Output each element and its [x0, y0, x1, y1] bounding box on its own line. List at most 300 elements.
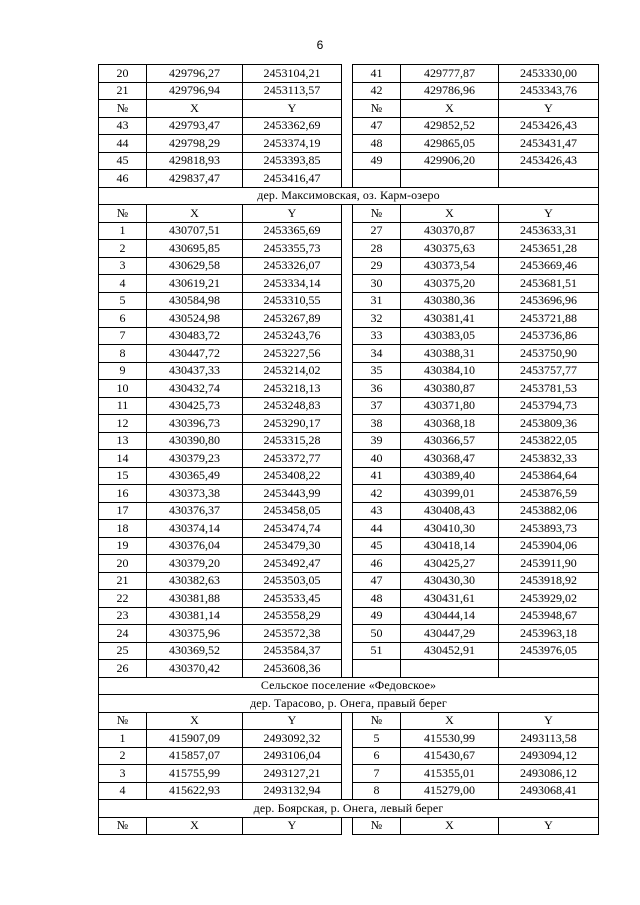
x-coordinate-right: 415279,00 [401, 782, 499, 800]
point-number-right: 28 [353, 240, 401, 258]
point-number-right: 29 [353, 257, 401, 275]
y-coordinate-right: 2453882,06 [499, 502, 599, 520]
x-coordinate-left: 430524,98 [147, 310, 243, 328]
x-coordinate-left: 430619,21 [147, 275, 243, 293]
x-coordinate-left: 430381,14 [147, 607, 243, 625]
y-coordinate-right: 2453426,43 [499, 117, 599, 135]
x-coordinate-left: 430695,85 [147, 240, 243, 258]
point-number-right: 7 [353, 765, 401, 783]
point-number-left: 16 [99, 485, 147, 503]
y-coordinate-right: 2453633,31 [499, 222, 599, 240]
y-coordinate-right: 2453781,53 [499, 380, 599, 398]
y-coordinate-right: 2453929,02 [499, 590, 599, 608]
x-coordinate-left: 430382,63 [147, 572, 243, 590]
point-number-left: 1 [99, 730, 147, 748]
y-coordinate-left: 2453227,56 [243, 345, 342, 363]
table-row [99, 362, 599, 380]
column-separator [342, 712, 353, 730]
page-number: 6 [316, 38, 324, 52]
y-coordinate-left: 2453458,05 [243, 502, 342, 520]
x-coordinate-left: 430425,73 [147, 397, 243, 415]
point-number-left: 44 [99, 135, 147, 153]
table-row [99, 327, 599, 345]
y-coordinate-right: 2493068,41 [499, 782, 599, 800]
point-number-left: 6 [99, 310, 147, 328]
point-number-left: 43 [99, 117, 147, 135]
point-number-left: 1 [99, 222, 147, 240]
y-coordinate-left: 2493127,21 [243, 765, 342, 783]
column-separator [342, 415, 353, 433]
table-row [99, 310, 599, 328]
x-coordinate-left: 430447,72 [147, 345, 243, 363]
table-row [99, 765, 599, 783]
y-coordinate-right: 2453750,90 [499, 345, 599, 363]
point-number-right: 38 [353, 415, 401, 433]
y-coordinate-right: 2493086,12 [499, 765, 599, 783]
section-title: дер. Максимовская, оз. Карм-озеро [99, 187, 599, 205]
x-coordinate-right: 430375,20 [401, 275, 499, 293]
point-number-right: 41 [353, 65, 401, 83]
point-number-left: 18 [99, 520, 147, 538]
x-coordinate-right: 430389,40 [401, 467, 499, 485]
point-number-left: 2 [99, 747, 147, 765]
y-coordinate-right: 2453696,96 [499, 292, 599, 310]
table-row [99, 117, 599, 135]
x-coordinate-left: 430379,20 [147, 555, 243, 573]
x-coordinate-left: 430375,96 [147, 625, 243, 643]
header-num-right: № [353, 100, 401, 118]
point-number-right: 48 [353, 135, 401, 153]
y-coordinate-left: 2453374,19 [243, 135, 342, 153]
y-coordinate-left: 2453474,74 [243, 520, 342, 538]
x-coordinate-left: 430369,52 [147, 642, 243, 660]
column-separator [342, 660, 353, 678]
column-separator [342, 152, 353, 170]
x-coordinate-right: 429906,20 [401, 152, 499, 170]
y-coordinate-left: 2453558,29 [243, 607, 342, 625]
point-number-left: 22 [99, 590, 147, 608]
x-coordinate-right: 429786,96 [401, 82, 499, 100]
header-num-right: № [353, 205, 401, 223]
x-coordinate-left: 430483,72 [147, 327, 243, 345]
y-coordinate-right: 2453757,77 [499, 362, 599, 380]
point-number-left: 9 [99, 362, 147, 380]
column-separator [342, 432, 353, 450]
y-coordinate-left: 2453584,37 [243, 642, 342, 660]
y-coordinate-left: 2453408,22 [243, 467, 342, 485]
table-row [99, 502, 599, 520]
column-separator [342, 485, 353, 503]
x-coordinate-right: 430399,01 [401, 485, 499, 503]
x-coordinate-right: 430368,18 [401, 415, 499, 433]
point-number-left: 10 [99, 380, 147, 398]
table-row [99, 625, 599, 643]
column-separator [342, 100, 353, 118]
column-header-row [99, 205, 599, 223]
x-coordinate-left: 430396,73 [147, 415, 243, 433]
x-coordinate-right: 429852,52 [401, 117, 499, 135]
y-coordinate-right: 2493113,58 [499, 730, 599, 748]
point-number-right: 47 [353, 117, 401, 135]
point-number-left: 12 [99, 415, 147, 433]
y-coordinate-left: 2453104,21 [243, 65, 342, 83]
table-row [99, 590, 599, 608]
table-row [99, 747, 599, 765]
column-separator [342, 292, 353, 310]
point-number-left: 11 [99, 397, 147, 415]
table-row [99, 152, 599, 170]
x-coordinate-left: 429796,27 [147, 65, 243, 83]
point-number-left: 21 [99, 572, 147, 590]
point-number-right: 27 [353, 222, 401, 240]
point-number-right: 5 [353, 730, 401, 748]
column-separator [342, 537, 353, 555]
point-number-left: 2 [99, 240, 147, 258]
y-coordinate-right: 2453911,90 [499, 555, 599, 573]
column-separator [342, 240, 353, 258]
y-coordinate-right: 2453822,05 [499, 432, 599, 450]
table-row [99, 275, 599, 293]
x-coordinate-right: 430380,36 [401, 292, 499, 310]
y-coordinate-right: 2453431,47 [499, 135, 599, 153]
header-y-right: Y [499, 205, 599, 223]
point-number-left: 24 [99, 625, 147, 643]
x-coordinate-right: 429865,05 [401, 135, 499, 153]
point-number-left: 15 [99, 467, 147, 485]
y-coordinate-right: 2453343,76 [499, 82, 599, 100]
x-coordinate-right: 430381,41 [401, 310, 499, 328]
x-coordinate-left: 429793,47 [147, 117, 243, 135]
header-x-right: X [401, 817, 499, 835]
point-number-right: 8 [353, 782, 401, 800]
x-coordinate-left: 430437,33 [147, 362, 243, 380]
header-num-right: № [353, 712, 401, 730]
y-coordinate-right: 2493094,12 [499, 747, 599, 765]
header-x-left: X [147, 817, 243, 835]
column-separator [342, 555, 353, 573]
x-coordinate-right: 430380,87 [401, 380, 499, 398]
x-coordinate-right: 430383,05 [401, 327, 499, 345]
y-coordinate-right [499, 660, 599, 678]
y-coordinate-right: 2453669,46 [499, 257, 599, 275]
x-coordinate-right: 430425,27 [401, 555, 499, 573]
point-number-left: 13 [99, 432, 147, 450]
x-coordinate-right [401, 660, 499, 678]
table-row [99, 537, 599, 555]
x-coordinate-left: 429798,29 [147, 135, 243, 153]
x-coordinate-left: 430365,49 [147, 467, 243, 485]
column-separator [342, 642, 353, 660]
y-coordinate-right: 2453426,43 [499, 152, 599, 170]
point-number-left: 20 [99, 555, 147, 573]
coordinates-table [98, 64, 599, 835]
x-coordinate-left: 430390,80 [147, 432, 243, 450]
column-separator [342, 502, 353, 520]
table-row [99, 730, 599, 748]
x-coordinate-left: 430374,14 [147, 520, 243, 538]
point-number-left: 8 [99, 345, 147, 363]
point-number-right: 6 [353, 747, 401, 765]
x-coordinate-left: 430629,58 [147, 257, 243, 275]
column-separator [342, 520, 353, 538]
table-row [99, 485, 599, 503]
table-row [99, 292, 599, 310]
point-number-right: 47 [353, 572, 401, 590]
table-row [99, 135, 599, 153]
x-coordinate-right: 415355,01 [401, 765, 499, 783]
point-number-left: 19 [99, 537, 147, 555]
header-x-left: X [147, 100, 243, 118]
column-separator [342, 205, 353, 223]
column-separator [342, 170, 353, 188]
header-y-left: Y [243, 712, 342, 730]
y-coordinate-right: 2453948,67 [499, 607, 599, 625]
table-row [99, 450, 599, 468]
y-coordinate-left: 2453443,99 [243, 485, 342, 503]
point-number-right [353, 660, 401, 678]
y-coordinate-right: 2453893,73 [499, 520, 599, 538]
y-coordinate-left: 2453479,30 [243, 537, 342, 555]
point-number-left: 3 [99, 765, 147, 783]
column-separator [342, 450, 353, 468]
column-separator [342, 362, 353, 380]
table-row [99, 65, 599, 83]
x-coordinate-right: 430368,47 [401, 450, 499, 468]
column-separator [342, 747, 353, 765]
point-number-right: 50 [353, 625, 401, 643]
y-coordinate-right: 2453904,06 [499, 537, 599, 555]
column-separator [342, 65, 353, 83]
column-separator [342, 607, 353, 625]
table-row [99, 782, 599, 800]
x-coordinate-right: 430431,61 [401, 590, 499, 608]
point-number-left: 4 [99, 782, 147, 800]
table-row [99, 520, 599, 538]
table-row [99, 240, 599, 258]
point-number-right: 33 [353, 327, 401, 345]
y-coordinate-left: 2453243,76 [243, 327, 342, 345]
table-row [99, 467, 599, 485]
header-x-right: X [401, 205, 499, 223]
table-row [99, 555, 599, 573]
y-coordinate-right: 2453736,86 [499, 327, 599, 345]
point-number-left: 4 [99, 275, 147, 293]
y-coordinate-left: 2453492,47 [243, 555, 342, 573]
column-separator [342, 625, 353, 643]
point-number-left: 3 [99, 257, 147, 275]
point-number-right: 39 [353, 432, 401, 450]
column-separator [342, 782, 353, 800]
x-coordinate-left: 430376,04 [147, 537, 243, 555]
x-coordinate-right: 430388,31 [401, 345, 499, 363]
y-coordinate-right: 2453794,73 [499, 397, 599, 415]
y-coordinate-right: 2453832,33 [499, 450, 599, 468]
point-number-right: 49 [353, 152, 401, 170]
point-number-left: 5 [99, 292, 147, 310]
point-number-right: 46 [353, 555, 401, 573]
column-separator [342, 327, 353, 345]
x-coordinate-left: 430381,88 [147, 590, 243, 608]
x-coordinate-left: 430584,98 [147, 292, 243, 310]
column-separator [342, 590, 353, 608]
point-number-right: 37 [353, 397, 401, 415]
table-row [99, 397, 599, 415]
table-row [99, 170, 599, 188]
y-coordinate-right: 2453976,05 [499, 642, 599, 660]
column-separator [342, 765, 353, 783]
header-y-left: Y [243, 817, 342, 835]
header-y-right: Y [499, 712, 599, 730]
x-coordinate-right [401, 170, 499, 188]
x-coordinate-left: 415755,99 [147, 765, 243, 783]
x-coordinate-left: 429837,47 [147, 170, 243, 188]
y-coordinate-right: 2453721,88 [499, 310, 599, 328]
column-separator [342, 117, 353, 135]
point-number-left: 7 [99, 327, 147, 345]
table-row [99, 345, 599, 363]
point-number-left: 25 [99, 642, 147, 660]
table-row [99, 257, 599, 275]
y-coordinate-left: 2453267,89 [243, 310, 342, 328]
y-coordinate-left: 2493106,04 [243, 747, 342, 765]
column-separator [342, 222, 353, 240]
table-row [99, 432, 599, 450]
y-coordinate-left: 2493092,32 [243, 730, 342, 748]
column-separator [342, 257, 353, 275]
column-separator [342, 572, 353, 590]
table-row [99, 415, 599, 433]
y-coordinate-left: 2453290,17 [243, 415, 342, 433]
point-number-right: 30 [353, 275, 401, 293]
column-header-row [99, 100, 599, 118]
point-number-right: 49 [353, 607, 401, 625]
header-x-left: X [147, 205, 243, 223]
point-number-left: 14 [99, 450, 147, 468]
point-number-right: 48 [353, 590, 401, 608]
section-title-row [99, 187, 599, 205]
column-separator [342, 345, 353, 363]
x-coordinate-right: 430430,30 [401, 572, 499, 590]
x-coordinate-right: 430371,80 [401, 397, 499, 415]
x-coordinate-right: 430373,54 [401, 257, 499, 275]
point-number-right: 34 [353, 345, 401, 363]
table-row [99, 82, 599, 100]
y-coordinate-left: 2453214,02 [243, 362, 342, 380]
section-title-row [99, 800, 599, 818]
column-separator [342, 397, 353, 415]
point-number-right: 40 [353, 450, 401, 468]
column-separator [342, 82, 353, 100]
y-coordinate-right: 2453918,92 [499, 572, 599, 590]
point-number-left: 45 [99, 152, 147, 170]
header-y-right: Y [499, 817, 599, 835]
y-coordinate-left: 2453310,55 [243, 292, 342, 310]
x-coordinate-right: 430370,87 [401, 222, 499, 240]
x-coordinate-right: 430384,10 [401, 362, 499, 380]
y-coordinate-left: 2453572,38 [243, 625, 342, 643]
column-separator [342, 275, 353, 293]
x-coordinate-left: 430370,42 [147, 660, 243, 678]
header-y-left: Y [243, 100, 342, 118]
x-coordinate-right: 430452,91 [401, 642, 499, 660]
y-coordinate-left: 2453393,85 [243, 152, 342, 170]
section-title: дер. Тарасово, р. Онега, правый берег [99, 695, 599, 713]
x-coordinate-right: 415530,99 [401, 730, 499, 748]
table-row [99, 642, 599, 660]
point-number-right: 32 [353, 310, 401, 328]
coordinates-table-body [99, 65, 599, 835]
header-y-right: Y [499, 100, 599, 118]
header-num-left: № [99, 817, 147, 835]
x-coordinate-right: 415430,67 [401, 747, 499, 765]
y-coordinate-right: 2453864,64 [499, 467, 599, 485]
x-coordinate-right: 430408,43 [401, 502, 499, 520]
y-coordinate-right: 2453651,28 [499, 240, 599, 258]
point-number-right: 44 [353, 520, 401, 538]
x-coordinate-right: 430418,14 [401, 537, 499, 555]
x-coordinate-left: 430707,51 [147, 222, 243, 240]
x-coordinate-left: 430376,37 [147, 502, 243, 520]
y-coordinate-right: 2453330,00 [499, 65, 599, 83]
point-number-left: 20 [99, 65, 147, 83]
point-number-right: 45 [353, 537, 401, 555]
x-coordinate-left: 415622,93 [147, 782, 243, 800]
point-number-right: 41 [353, 467, 401, 485]
header-x-left: X [147, 712, 243, 730]
point-number-right: 42 [353, 485, 401, 503]
point-number-right [353, 170, 401, 188]
y-coordinate-right [499, 170, 599, 188]
table-row [99, 660, 599, 678]
section-title-row [99, 677, 599, 695]
y-coordinate-left: 2453503,05 [243, 572, 342, 590]
y-coordinate-left: 2493132,94 [243, 782, 342, 800]
header-num-right: № [353, 817, 401, 835]
point-number-left: 21 [99, 82, 147, 100]
y-coordinate-left: 2453365,69 [243, 222, 342, 240]
x-coordinate-right: 430366,57 [401, 432, 499, 450]
point-number-left: 26 [99, 660, 147, 678]
column-separator [342, 135, 353, 153]
table-row [99, 380, 599, 398]
y-coordinate-left: 2453315,28 [243, 432, 342, 450]
table-row [99, 572, 599, 590]
column-separator [342, 467, 353, 485]
x-coordinate-left: 429796,94 [147, 82, 243, 100]
x-coordinate-left: 430373,38 [147, 485, 243, 503]
column-separator [342, 817, 353, 835]
header-x-right: X [401, 100, 499, 118]
column-header-row [99, 817, 599, 835]
column-separator [342, 730, 353, 748]
x-coordinate-right: 430444,14 [401, 607, 499, 625]
column-separator [342, 310, 353, 328]
x-coordinate-left: 415907,09 [147, 730, 243, 748]
section-title: дер. Боярская, р. Онега, левый берег [99, 800, 599, 818]
section-title-row [99, 695, 599, 713]
point-number-right: 31 [353, 292, 401, 310]
y-coordinate-left: 2453372,77 [243, 450, 342, 468]
y-coordinate-left: 2453113,57 [243, 82, 342, 100]
y-coordinate-left: 2453248,83 [243, 397, 342, 415]
y-coordinate-right: 2453809,36 [499, 415, 599, 433]
column-separator [342, 380, 353, 398]
y-coordinate-right: 2453681,51 [499, 275, 599, 293]
y-coordinate-right: 2453876,59 [499, 485, 599, 503]
y-coordinate-left: 2453533,45 [243, 590, 342, 608]
y-coordinate-left: 2453326,07 [243, 257, 342, 275]
y-coordinate-left: 2453218,13 [243, 380, 342, 398]
